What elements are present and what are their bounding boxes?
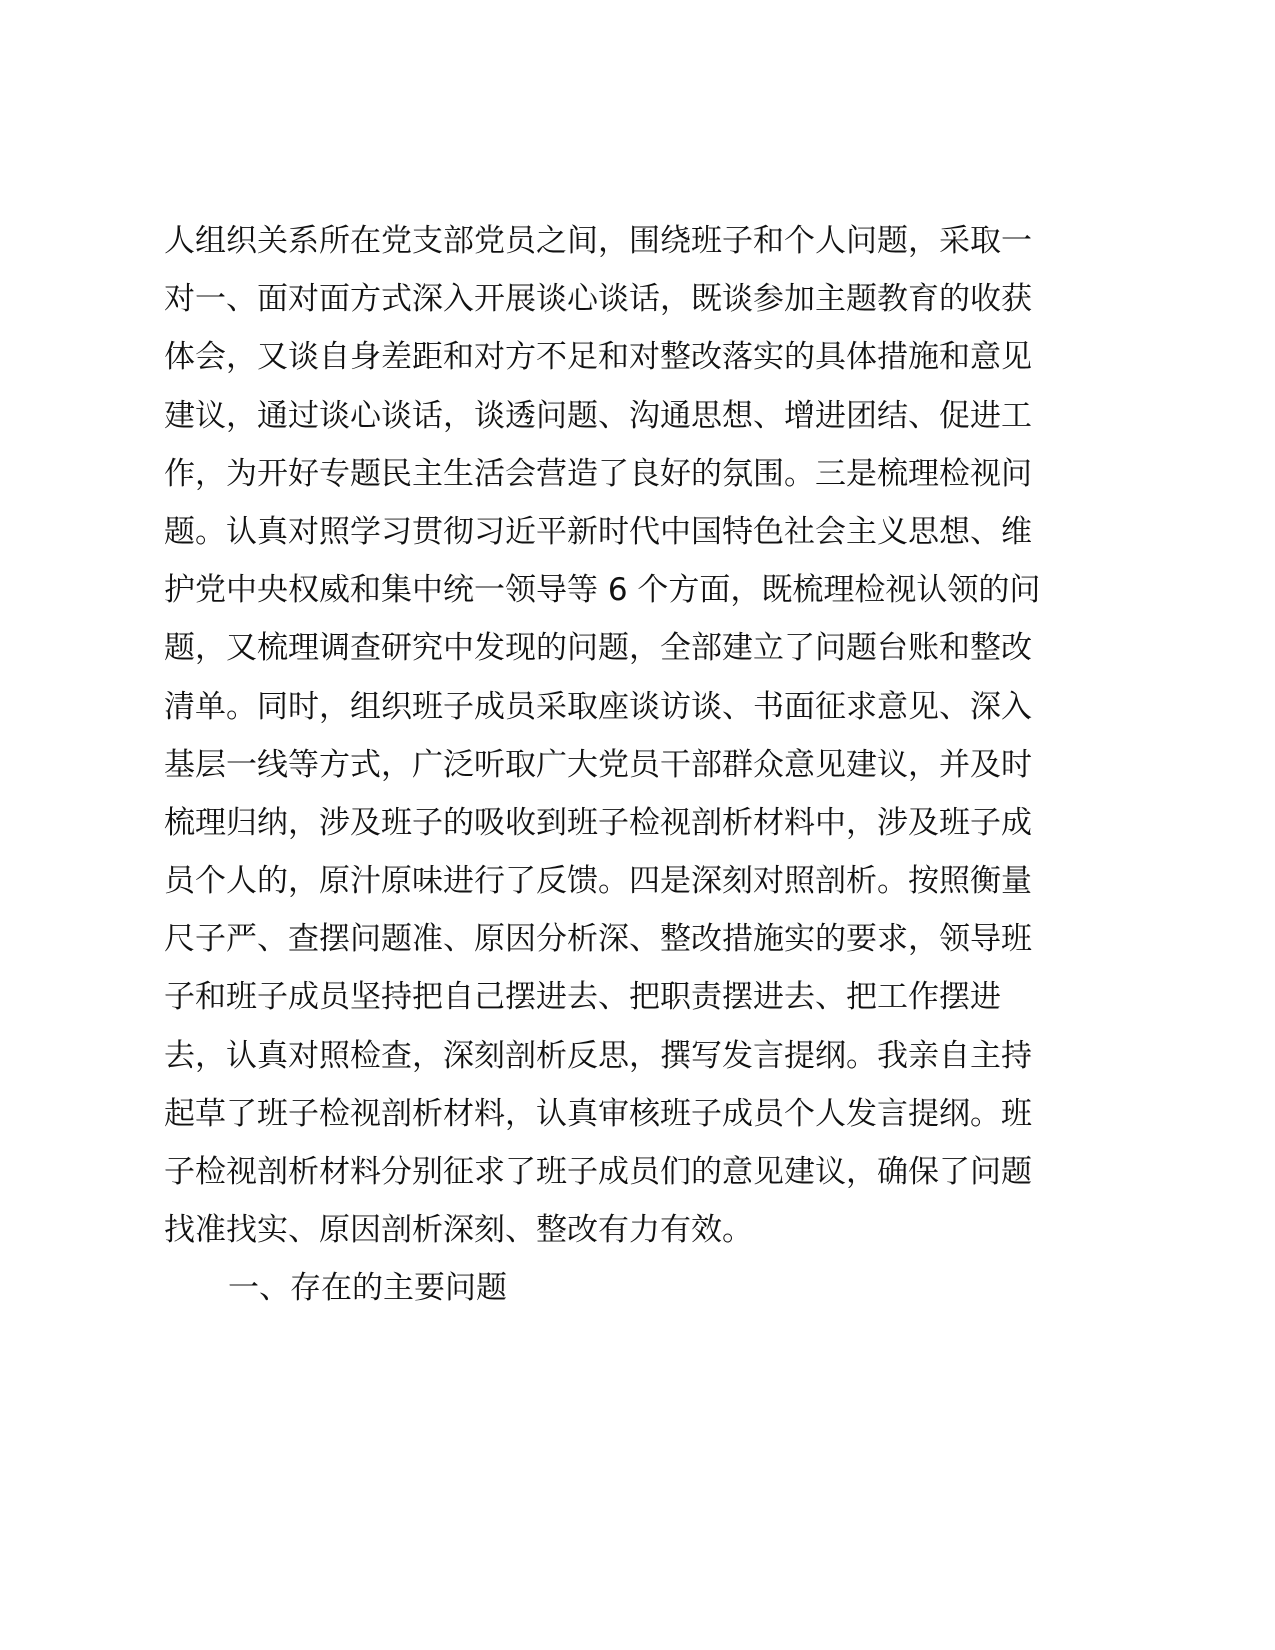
text-line: 基层一线等方式，广泛听取广大党员干部群众意见建议，并及时 [164,746,1032,783]
text-line: 体会，又谈自身差距和对方不足和对整改落实的具体措施和意见 [164,339,1032,376]
text-line: 清单。同时，组织班子成员采取座谈访谈、书面征求意见、深入 [164,688,1032,725]
text-line: 题。认真对照学习贯彻习近平新时代中国特色社会主义思想、维 [164,513,1032,550]
text-line: 子和班子成员坚持把自己摆进去、把职责摆进去、把工作摆进 [164,979,1001,1016]
text-line: 员个人的，原汁原味进行了反馈。四是深刻对照剖析。按照衡量 [164,863,1032,900]
text-line: 建议，通过谈心谈话，谈透问题、沟通思想、增进团结、促进工 [164,397,1032,434]
text-line: 找准找实、原因剖析深刻、整改有力有效。 [164,1212,753,1249]
text-line: 梳理归纳，涉及班子的吸收到班子检视剖析材料中，涉及班子成 [164,804,1032,841]
text-line: 护党中央权威和集中统一领导等 6 个方面，既梳理检视认领的问 [164,572,1041,609]
body-text [164,212,1104,1318]
text-line: 起草了班子检视剖析材料，认真审核班子成员个人发言提纲。班 [164,1095,1032,1132]
text-line: 人组织关系所在党支部党员之间，围绕班子和个人问题，采取一 [164,223,1032,259]
section-heading: 一、存在的主要问题 [228,1270,507,1307]
text-line: 题，又梳理调查研究中发现的问题，全部建立了问题台账和整改 [164,630,1032,667]
text-line: 作，为开好专题民主生活会营造了良好的氛围。三是梳理检视问 [164,455,1032,492]
text-line: 尺子严、查摆问题准、原因分析深、整改措施实的要求，领导班 [164,921,1032,958]
text-line: 对一、面对面方式深入开展谈心谈话，既谈参加主题教育的收获 [164,281,1032,318]
text-line: 去，认真对照检查，深刻剖析反思，撰写发言提纲。我亲自主持 [164,1037,1032,1074]
text-line: 子检视剖析材料分别征求了班子成员们的意见建议，确保了问题 [164,1154,1032,1190]
